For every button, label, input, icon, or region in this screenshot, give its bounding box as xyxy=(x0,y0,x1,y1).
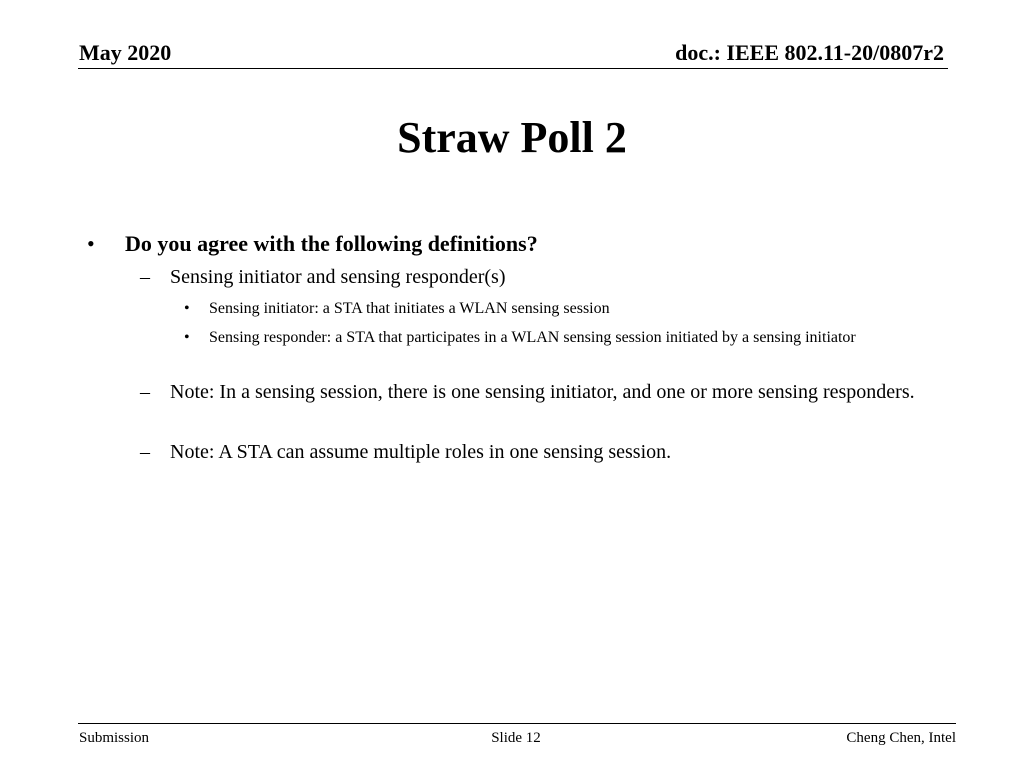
footer-divider xyxy=(78,723,956,724)
bullet-sub-1-text: Sensing initiator and sensing responder(s) xyxy=(170,266,506,288)
bullet-sub-3-text: Note: A STA can assume multiple roles in one sensing session. xyxy=(170,441,672,463)
bullet-main-text: Do you agree with the following definitions? xyxy=(125,231,538,256)
bullet-marker: • xyxy=(87,231,95,256)
bullet-sub-2-text: Note: In a sensing session, there is one sensing initiator, and one or more sensing responders. xyxy=(170,381,915,403)
bullet-sub-1-item-1-text: Sensing initiator: a STA that initiates a WLAN sensing session xyxy=(209,300,610,317)
bullet-sub-2 xyxy=(140,379,920,406)
header-doc-id: doc.: IEEE 802.11-20/0807r2 xyxy=(675,40,944,65)
bullet-sub-1 xyxy=(140,264,920,291)
bullet-marker: • xyxy=(184,300,190,317)
dash-marker: – xyxy=(140,266,150,288)
bullet-marker: • xyxy=(184,329,190,346)
dash-marker: – xyxy=(140,381,150,403)
bullet-sub-1-item-1 xyxy=(184,297,884,321)
bullet-sub-1-item-2-text: Sensing responder: a STA that participates in a WLAN sensing session initiated by a sensing initiator xyxy=(209,329,856,346)
slide-title: Straw Poll 2 xyxy=(397,113,627,162)
footer-author: Cheng Chen, Intel xyxy=(846,730,956,746)
footer-submission: Submission xyxy=(79,730,150,746)
bullet-sub-1-item-2 xyxy=(184,326,884,350)
bullet-sub-3 xyxy=(140,439,920,466)
header-date: May 2020 xyxy=(79,40,172,65)
footer-slide-number: Slide 12 xyxy=(491,730,541,746)
dash-marker: – xyxy=(140,441,150,463)
header-divider xyxy=(78,68,948,69)
